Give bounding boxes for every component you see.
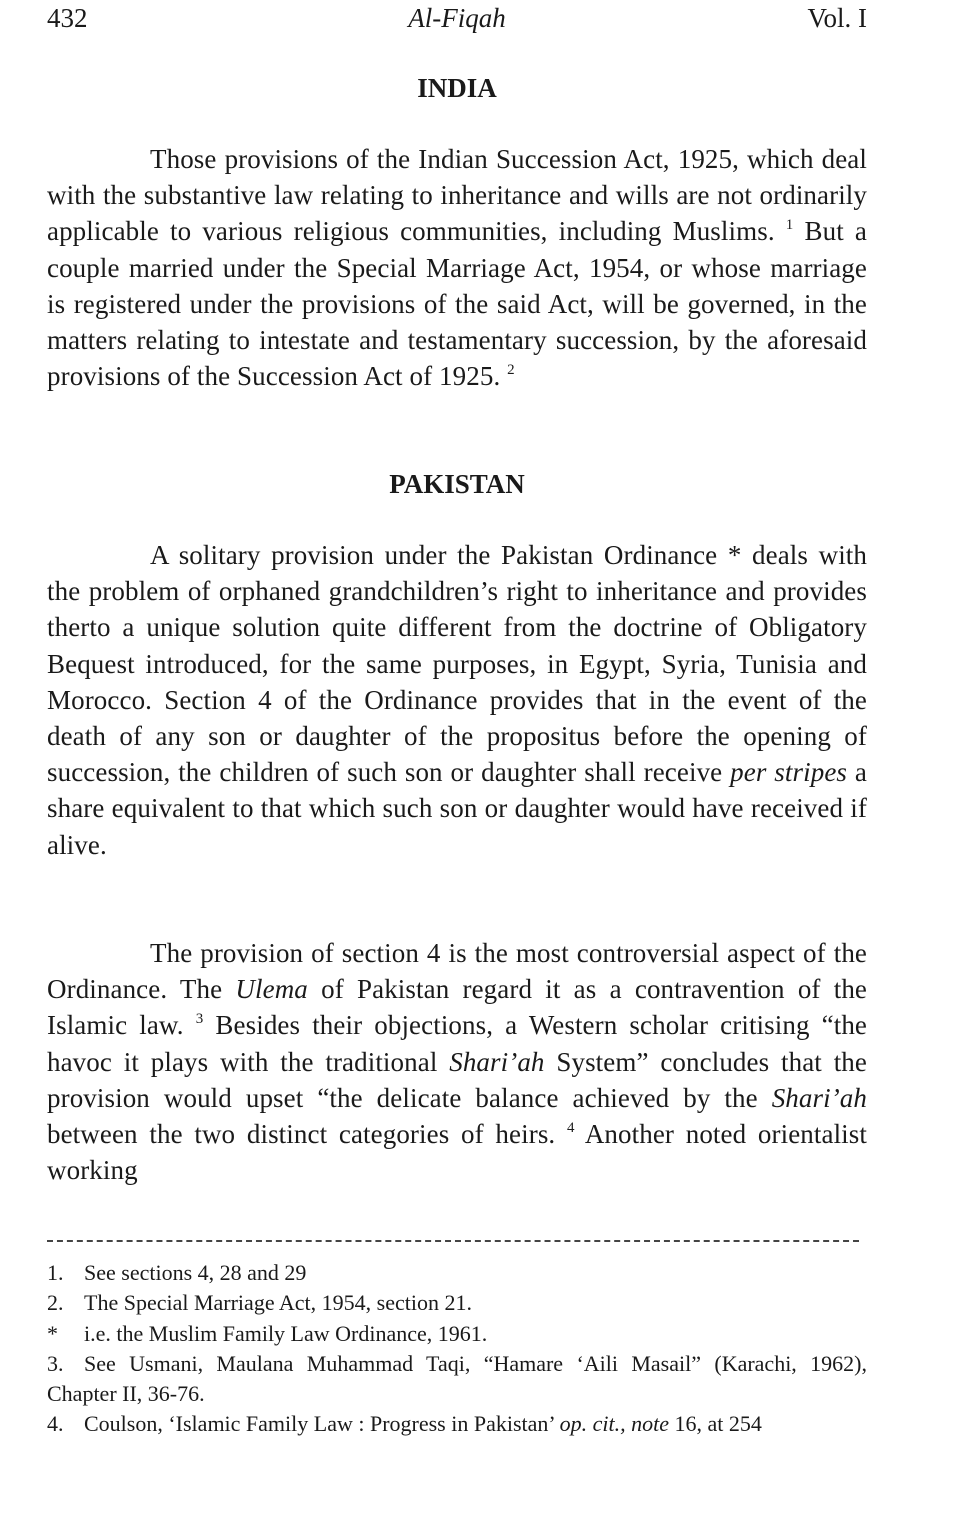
india-text-1: Those provisions of the Indian Succession Act, 1925, which deal with the substantive law relating to inheritance and wills are not ordinarily applicable to various religious communities, including Muslims. — [47, 144, 867, 247]
pakistan-p1-text-1: A solitary provision under the Pakistan Ordinance * deals with the problem of orphaned grandchildren’s right to inheritance and provides therto a unique solution quite different from the doctrine of Obligatory Bequest introduced, for the same purposes, in Egypt, Syria, Tunisia and Morocco. Section 4 of the Ordinance provides that in the event of the death of any son or daughter of the propositus before the opening of succession, the children of such son or daughter shall receive — [47, 540, 867, 788]
footnote-ref-4: 4 — [567, 1120, 575, 1137]
pakistan-p2-italic-shariah-1: Shari’ah — [449, 1046, 545, 1077]
pakistan-p2-italic-ulema: Ulema — [235, 974, 308, 1005]
running-head — [47, 0, 867, 36]
footnote-text-italic: op. cit., note — [559, 1411, 669, 1437]
page-number: 432 — [47, 3, 88, 33]
footnotes — [47, 1258, 867, 1440]
pakistan-paragraph-2 — [47, 935, 867, 1188]
footnote-item — [47, 1319, 867, 1349]
volume-label: Vol. I — [807, 3, 867, 33]
footnote-mark: 1. — [47, 1260, 64, 1285]
footnote-text: See Usmani, Maulana Muhammad Taqi, “Hamare ‘Aili Masail” (Karachi, 1962), Chapter II, 36-76. — [47, 1350, 867, 1407]
footnote-mark: * — [47, 1320, 58, 1346]
footnote-item — [47, 1258, 867, 1288]
footnote-mark: 2. — [47, 1290, 64, 1316]
footnote-item — [47, 1349, 867, 1410]
heading-india: INDIA — [417, 73, 497, 103]
footnote-text: 16, at 254 — [668, 1411, 762, 1437]
footnote-text: See sections 4, 28 and 29 — [84, 1260, 307, 1285]
india-paragraph — [47, 141, 867, 394]
heading-pakistan: PAKISTAN — [389, 469, 525, 499]
india-text-2: But a couple married under the Special Marriage Act, 1954, or whose marriage is registered under the provisions of the said Act, will be governed, in the matters relating to intestate and testamentary succession, by the aforesaid provisions of the Succession Act of 1925. — [47, 216, 867, 392]
pakistan-p2-text-5: between the two distinct categories of heirs. — [47, 1119, 556, 1150]
footnote-text: Coulson, ‘Islamic Family Law : Progress in Pakistan’ — [84, 1411, 560, 1437]
pakistan-p1-italic: per stripes — [730, 757, 848, 788]
pakistan-p2-text-6: Another noted orientalist working — [47, 1119, 867, 1186]
footnote-ref-1: 1 — [785, 217, 794, 234]
pakistan-p2-text-2: of Pakistan regard it as a contravention of the Islamic law. — [47, 974, 867, 1041]
pakistan-p1-text-2: a share equivalent to that which such son or daughter would have received if alive. — [47, 757, 867, 860]
footnote-ref-3: 3 — [195, 1011, 204, 1028]
footnote-text: The Special Marriage Act, 1954, section 21. — [84, 1290, 472, 1316]
book-title: Al-Fiqah — [408, 3, 506, 33]
pakistan-p2-text-4: System” concludes that the provision would upset “the delicate balance achieved by the — [47, 1046, 867, 1113]
footnote-mark: 4. — [47, 1411, 64, 1437]
footnote-item — [47, 1409, 867, 1439]
footnote-text: i.e. the Muslim Family Law Ordinance, 1961. — [84, 1320, 488, 1346]
pakistan-p2-text-3: Besides their objections, a Western scholar critising “the havoc it plays with the traditional — [47, 1010, 868, 1077]
book-page — [47, 0, 867, 1520]
footnote-item — [47, 1288, 867, 1318]
footnote-mark: 3. — [47, 1350, 64, 1376]
pakistan-paragraph-1 — [47, 537, 867, 863]
footnote-ref-2: 2 — [507, 362, 515, 379]
footnote-divider — [47, 1240, 859, 1242]
pakistan-p2-text-1: The provision of section 4 is the most controversial aspect of the Ordinance. The — [47, 938, 867, 1005]
pakistan-p2-italic-shariah-2: Shari’ah — [771, 1082, 867, 1113]
